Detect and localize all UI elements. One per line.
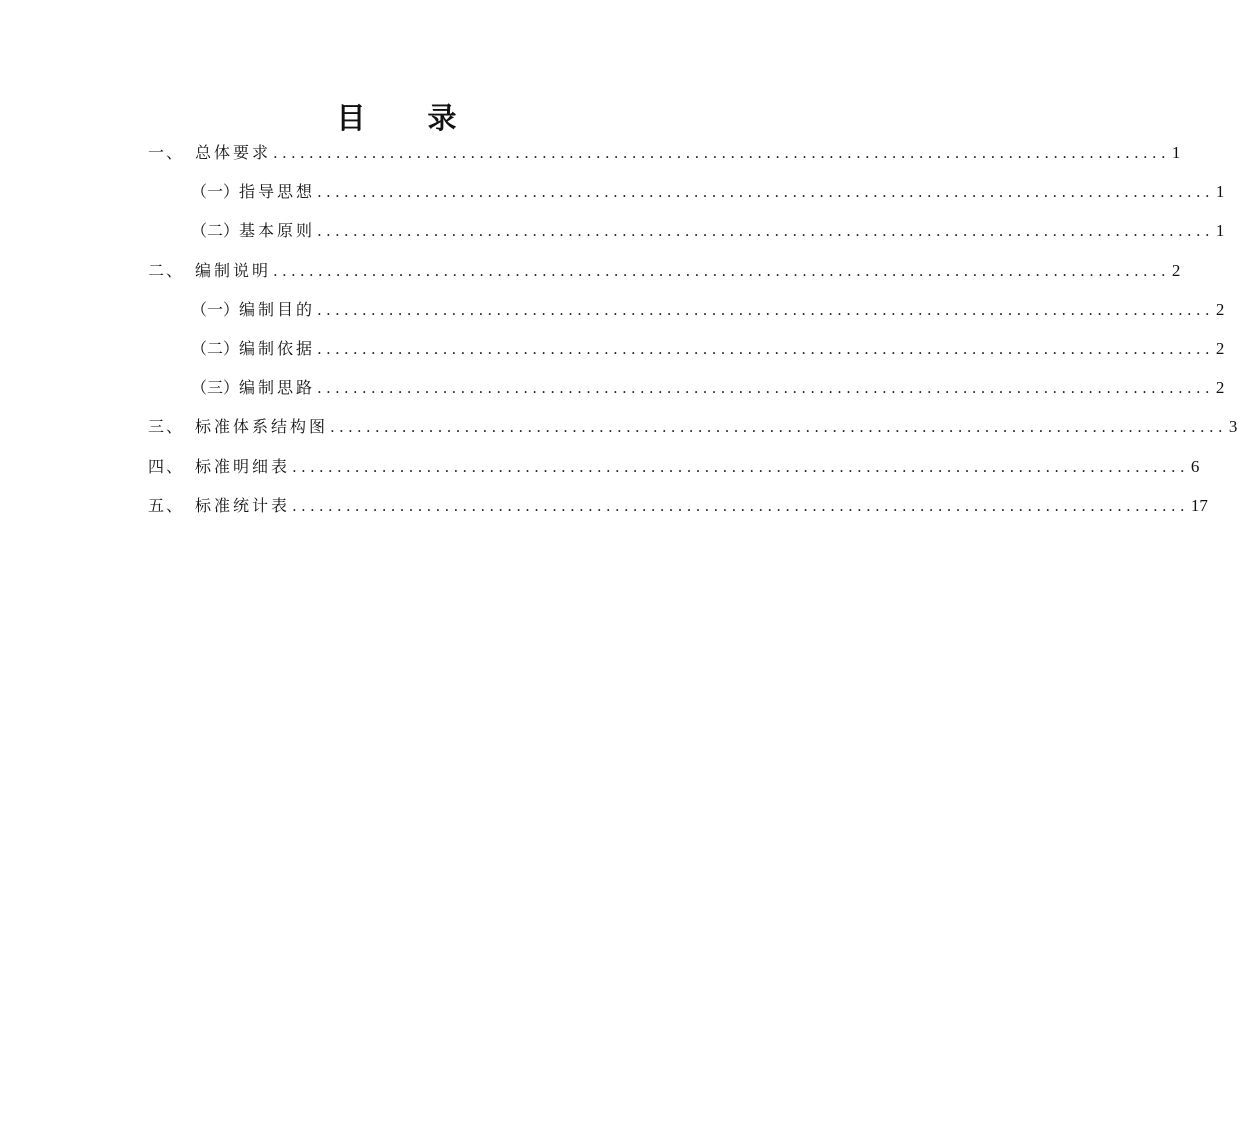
toc-entry[interactable] (148, 138, 1181, 177)
toc-entry-number: （一） (191, 299, 240, 319)
toc-entry[interactable] (148, 216, 1225, 255)
toc-entry-page: 2 (1215, 338, 1225, 358)
toc-entry-label: 编制目的 (239, 299, 316, 319)
toc-entry[interactable] (148, 452, 1200, 491)
toc-entry[interactable] (148, 491, 1208, 530)
dot-leader: .................................................................................................... (273, 261, 1170, 280)
dot-leader: .................................................................................................... (317, 183, 1214, 202)
toc-entry-number: 一、 (148, 143, 185, 162)
toc-entry-label: 编制思路 (239, 378, 316, 398)
toc-entry[interactable] (148, 334, 1225, 373)
toc-entry-label: 标准明细表 (195, 456, 291, 476)
toc-entry[interactable] (148, 177, 1225, 216)
toc-entry-page: 2 (1171, 260, 1181, 280)
toc-entry-number: （二） (191, 221, 240, 241)
dot-leader: .................................................................................................... (330, 418, 1227, 437)
toc-entry-page: 1 (1215, 182, 1225, 202)
toc-entry-number: 四、 (148, 456, 185, 476)
toc-entry-page: 17 (1190, 495, 1208, 515)
toc-entry-number: （二） (191, 338, 240, 358)
dot-leader: .................................................................................................... (292, 496, 1189, 515)
dot-leader: .................................................................................................... (292, 457, 1189, 476)
dot-leader: .................................................................................................... (273, 144, 1170, 162)
toc-entry-label: 标准统计表 (195, 495, 291, 515)
toc-entry[interactable] (148, 412, 1237, 451)
toc-entry-label: 总体要求 (195, 143, 272, 162)
toc-entry-number: 五、 (148, 495, 185, 515)
toc-entry-label: 基本原则 (239, 221, 316, 241)
dot-leader: .................................................................................................... (317, 379, 1214, 398)
toc-title: 目 录 (336, 101, 483, 135)
toc-entry-label: 编制依据 (239, 338, 316, 358)
toc-entry[interactable] (148, 373, 1225, 412)
toc-entry-number: （三） (191, 378, 240, 398)
dot-leader: .................................................................................................... (317, 300, 1214, 319)
toc-entry-number: 三、 (148, 417, 185, 437)
toc-entry-page: 2 (1215, 299, 1225, 319)
toc-entry[interactable] (148, 256, 1181, 295)
toc-list (148, 138, 1237, 530)
toc-entry-label: 指导思想 (239, 182, 316, 202)
dot-leader: .................................................................................................... (317, 222, 1214, 241)
toc-entry-number: （一） (191, 182, 240, 202)
toc-entry-page: 6 (1190, 456, 1200, 476)
toc-entry-page: 1 (1215, 221, 1225, 241)
toc-entry-number: 二、 (148, 260, 185, 280)
toc-entry-label: 编制说明 (195, 260, 272, 280)
toc-entry-page: 1 (1171, 143, 1181, 162)
toc-entry-page: 2 (1215, 378, 1225, 398)
toc-entry[interactable] (148, 295, 1225, 334)
toc-entry-page: 3 (1228, 417, 1237, 437)
toc-entry-label: 标准体系结构图 (195, 417, 329, 437)
dot-leader: .................................................................................................... (317, 339, 1214, 358)
